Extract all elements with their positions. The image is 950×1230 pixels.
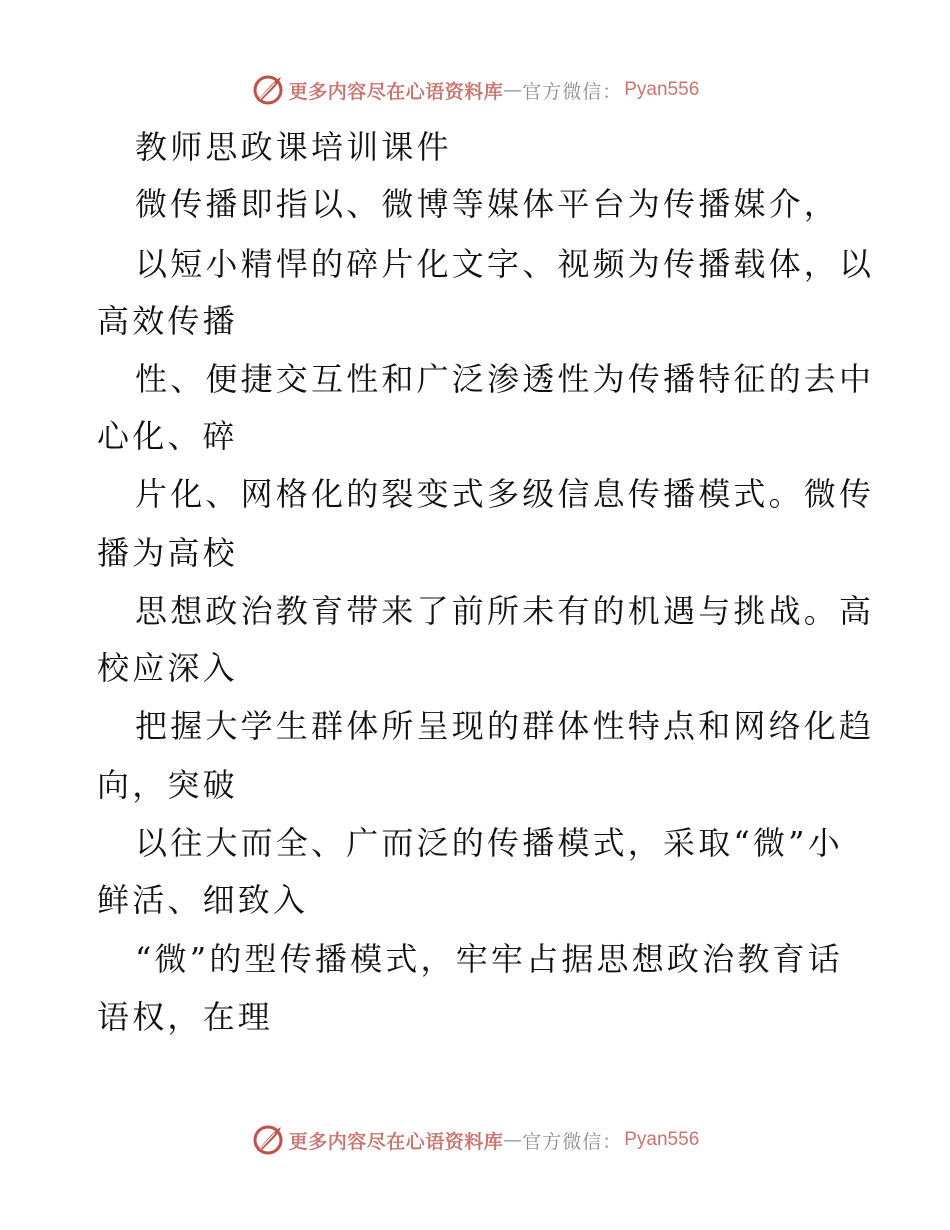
site-name-text: 更多内容尽在心语资料库 — [288, 80, 504, 103]
text-line: 鲜活、细致入 — [97, 881, 309, 919]
text-line: 向，突破 — [97, 766, 238, 804]
banner-separator: — — [503, 79, 523, 101]
document-title: 教师思政课培训课件 — [135, 128, 452, 166]
wechat-label: 官方微信： — [522, 1130, 623, 1153]
text-line: 微传播即指以、微博等媒体平台为传播媒介， — [135, 185, 840, 223]
text-line: 语权，在理 — [97, 998, 274, 1036]
text-line: 高效传播 — [97, 302, 238, 340]
text-line: 思想政治教育带来了前所未有的机遇与挑战。高 — [135, 592, 875, 630]
text-line: 以往大而全、广而泛的传播模式，采取“微”小 — [135, 824, 843, 862]
text-line: 以短小精悍的碎片化文字、视频为传播载体，以 — [135, 245, 875, 283]
site-name-text: 更多内容尽在心语资料库 — [288, 1130, 504, 1153]
banner-separator: — — [503, 1129, 523, 1151]
feather-logo-icon — [251, 73, 285, 107]
header-banner — [0, 70, 950, 110]
wechat-id: Pyan556 — [624, 79, 700, 100]
text-line: 性、便捷交互性和广泛渗透性为传播特征的去中 — [135, 360, 875, 398]
text-line: “微”的型传播模式，牢牢占据思想政治教育话 — [135, 940, 843, 978]
text-line: 心化、碎 — [97, 417, 238, 455]
wechat-label: 官方微信： — [522, 80, 623, 103]
footer-banner — [0, 1120, 950, 1160]
wechat-id: Pyan556 — [624, 1129, 700, 1150]
text-line: 片化、网格化的裂变式多级信息传播模式。微传 — [135, 475, 875, 513]
text-line: 校应深入 — [97, 649, 238, 687]
feather-logo-icon — [251, 1123, 285, 1157]
text-line: 播为高校 — [97, 534, 238, 572]
text-line: 把握大学生群体所呈现的群体性特点和网络化趋 — [135, 707, 875, 745]
